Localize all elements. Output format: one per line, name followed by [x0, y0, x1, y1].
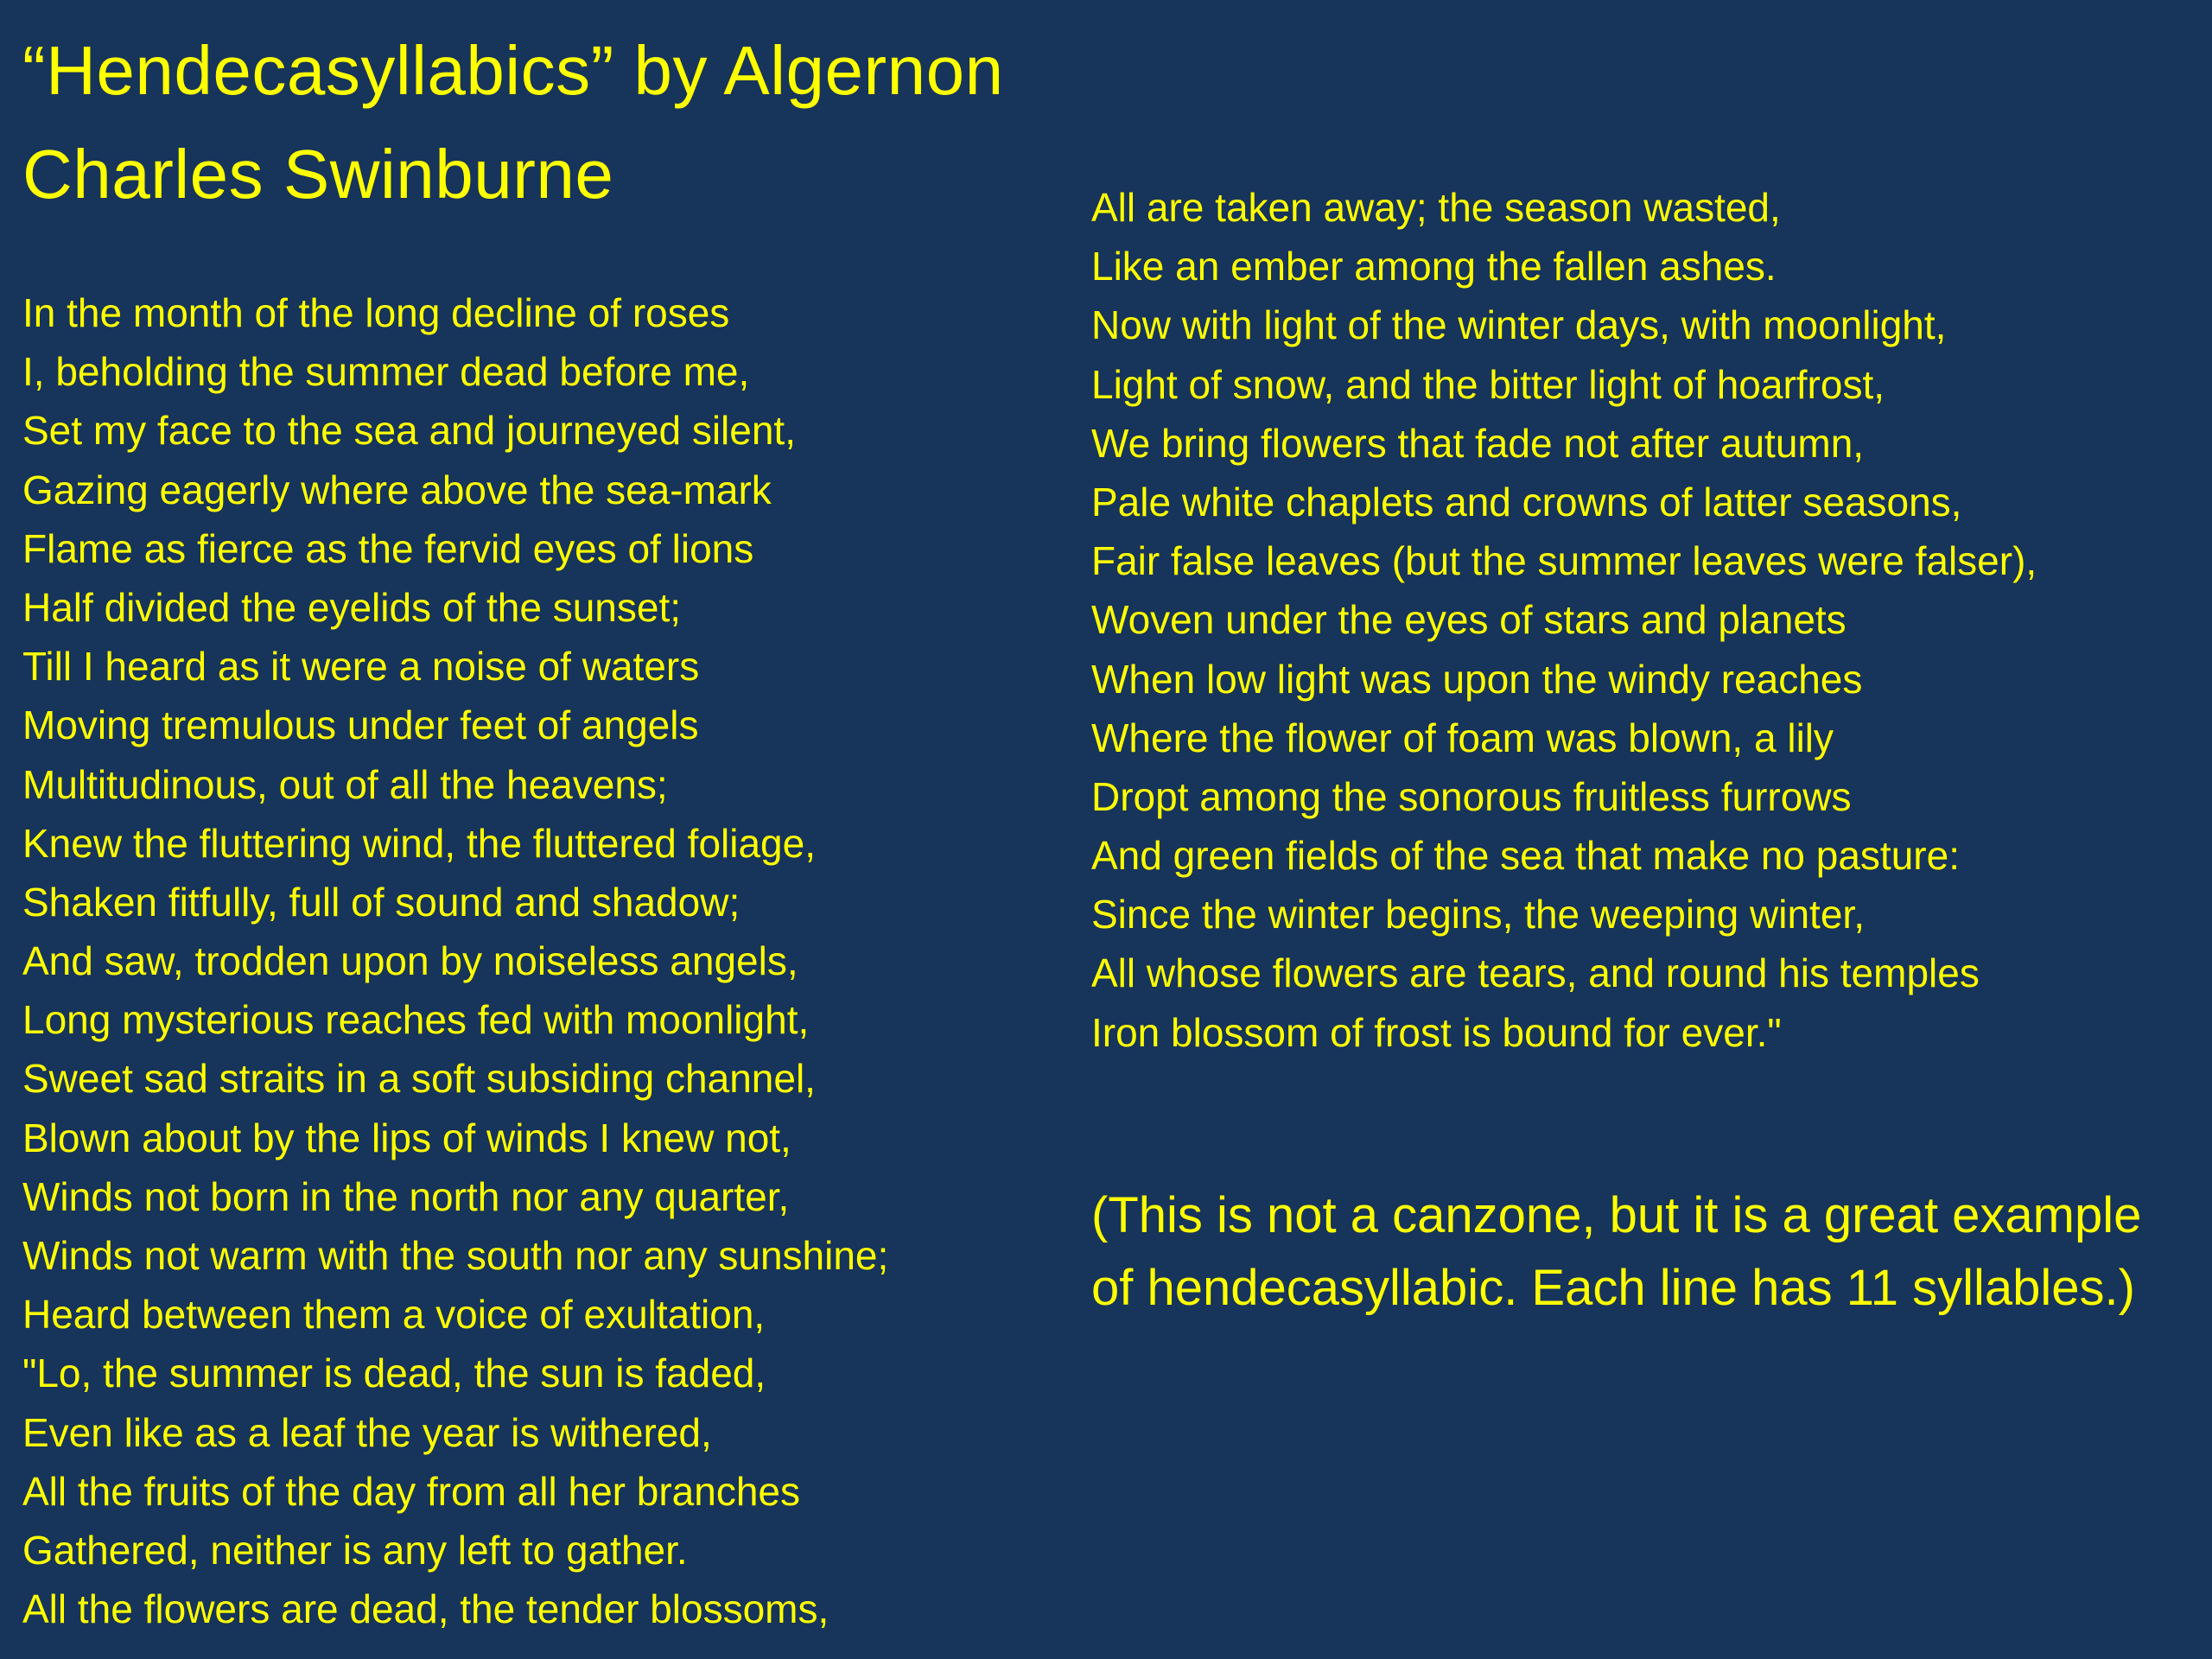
poem-line: Blown about by the lips of winds I knew not,	[22, 1115, 791, 1160]
poem-line: Flame as fierce as the fervid eyes of lions	[22, 525, 754, 571]
poem-line: Light of snow, and the bitter light of hoarfrost,	[1091, 361, 1885, 407]
poem-line: Since the winter begins, the weeping winter,	[1091, 892, 1865, 938]
poem-line: Till I heard as it were a noise of waters	[22, 644, 700, 690]
poem-line: Knew the fluttering wind, the fluttered foliage,	[22, 820, 817, 866]
poem-line: Iron blossom of frost is bound for ever."	[1091, 1009, 1782, 1055]
poem-line: Now with light of the winter days, with moonlight,	[1091, 302, 1947, 348]
poem-line: Sweet sad straits in a soft subsiding channel,	[22, 1056, 816, 1102]
poem-line: Shaken fitfully, full of sound and shadow;	[22, 879, 741, 925]
poem-line: Multitudinous, out of all the heavens;	[22, 761, 668, 807]
poem-line: Gazing eagerly where above the sea-mark	[22, 467, 772, 512]
poem-line: When low light was upon the windy reaches	[1091, 656, 1863, 702]
poem-line: Long mysterious reaches fed with moonlight,	[22, 997, 810, 1043]
poem-line: Like an ember among the fallen ashes.	[1091, 244, 1777, 289]
poem-line: All the fruits of the day from all her branches	[22, 1468, 800, 1514]
poem-line: Gathered, neither is any left to gather.	[22, 1527, 688, 1573]
poem-line: Dropt among the sonorous fruitless furrows	[1091, 773, 1852, 819]
poem-line: Pale white chaplets and crowns of latter seasons,	[1091, 479, 1962, 524]
explanatory-note: (This is not a canzone, but it is a great example of hendecasyllabic. Each line has 11 syllables.)	[1091, 1187, 2142, 1316]
slide-title: “Hendecasyllabics” by Algernon Charles Swinburne	[22, 32, 1004, 213]
poem-line: Woven under the eyes of stars and planets	[1091, 597, 1847, 643]
poem-left-column	[22, 283, 888, 1638]
poem-line: All the flowers are dead, the tender blossoms,	[22, 1586, 830, 1632]
poem-line: Heard between them a voice of exultation,	[22, 1292, 766, 1338]
poem-line: Moving tremulous under feet of angels	[22, 702, 699, 748]
poem-line: We bring flowers that fade not after autumn,	[1091, 420, 1865, 466]
poem-line: All whose flowers are tears, and round his temples	[1091, 950, 1980, 996]
poem-line: Where the flower of foam was blown, a lily	[1091, 715, 1834, 760]
poem-line: Half divided the eyelids of the sunset;	[22, 584, 682, 630]
poem-line: "Lo, the summer is dead, the sun is faded,	[22, 1351, 766, 1396]
poem-line: All are taken away; the season wasted,	[1091, 185, 1781, 230]
poem-line: Winds not born in the north nor any quarter,	[22, 1173, 790, 1219]
poem-line: And green fields of the sea that make no pasture:	[1091, 833, 1960, 879]
poem-line: In the month of the long decline of roses	[22, 290, 730, 335]
poem-line: Set my face to the sea and journeyed silent,	[22, 408, 796, 454]
poem-line: And saw, trodden upon by noiseless angels,	[22, 938, 798, 984]
poem-line: Fair false leaves (but the summer leaves were falser),	[1091, 538, 2037, 584]
poem-right-column	[1091, 178, 2037, 1062]
poem-line: Even like as a leaf the year is withered,	[22, 1409, 712, 1455]
poem-line: I, beholding the summer dead before me,	[22, 349, 750, 395]
poem-line: Winds not warm with the south nor any sunshine;	[22, 1233, 889, 1278]
